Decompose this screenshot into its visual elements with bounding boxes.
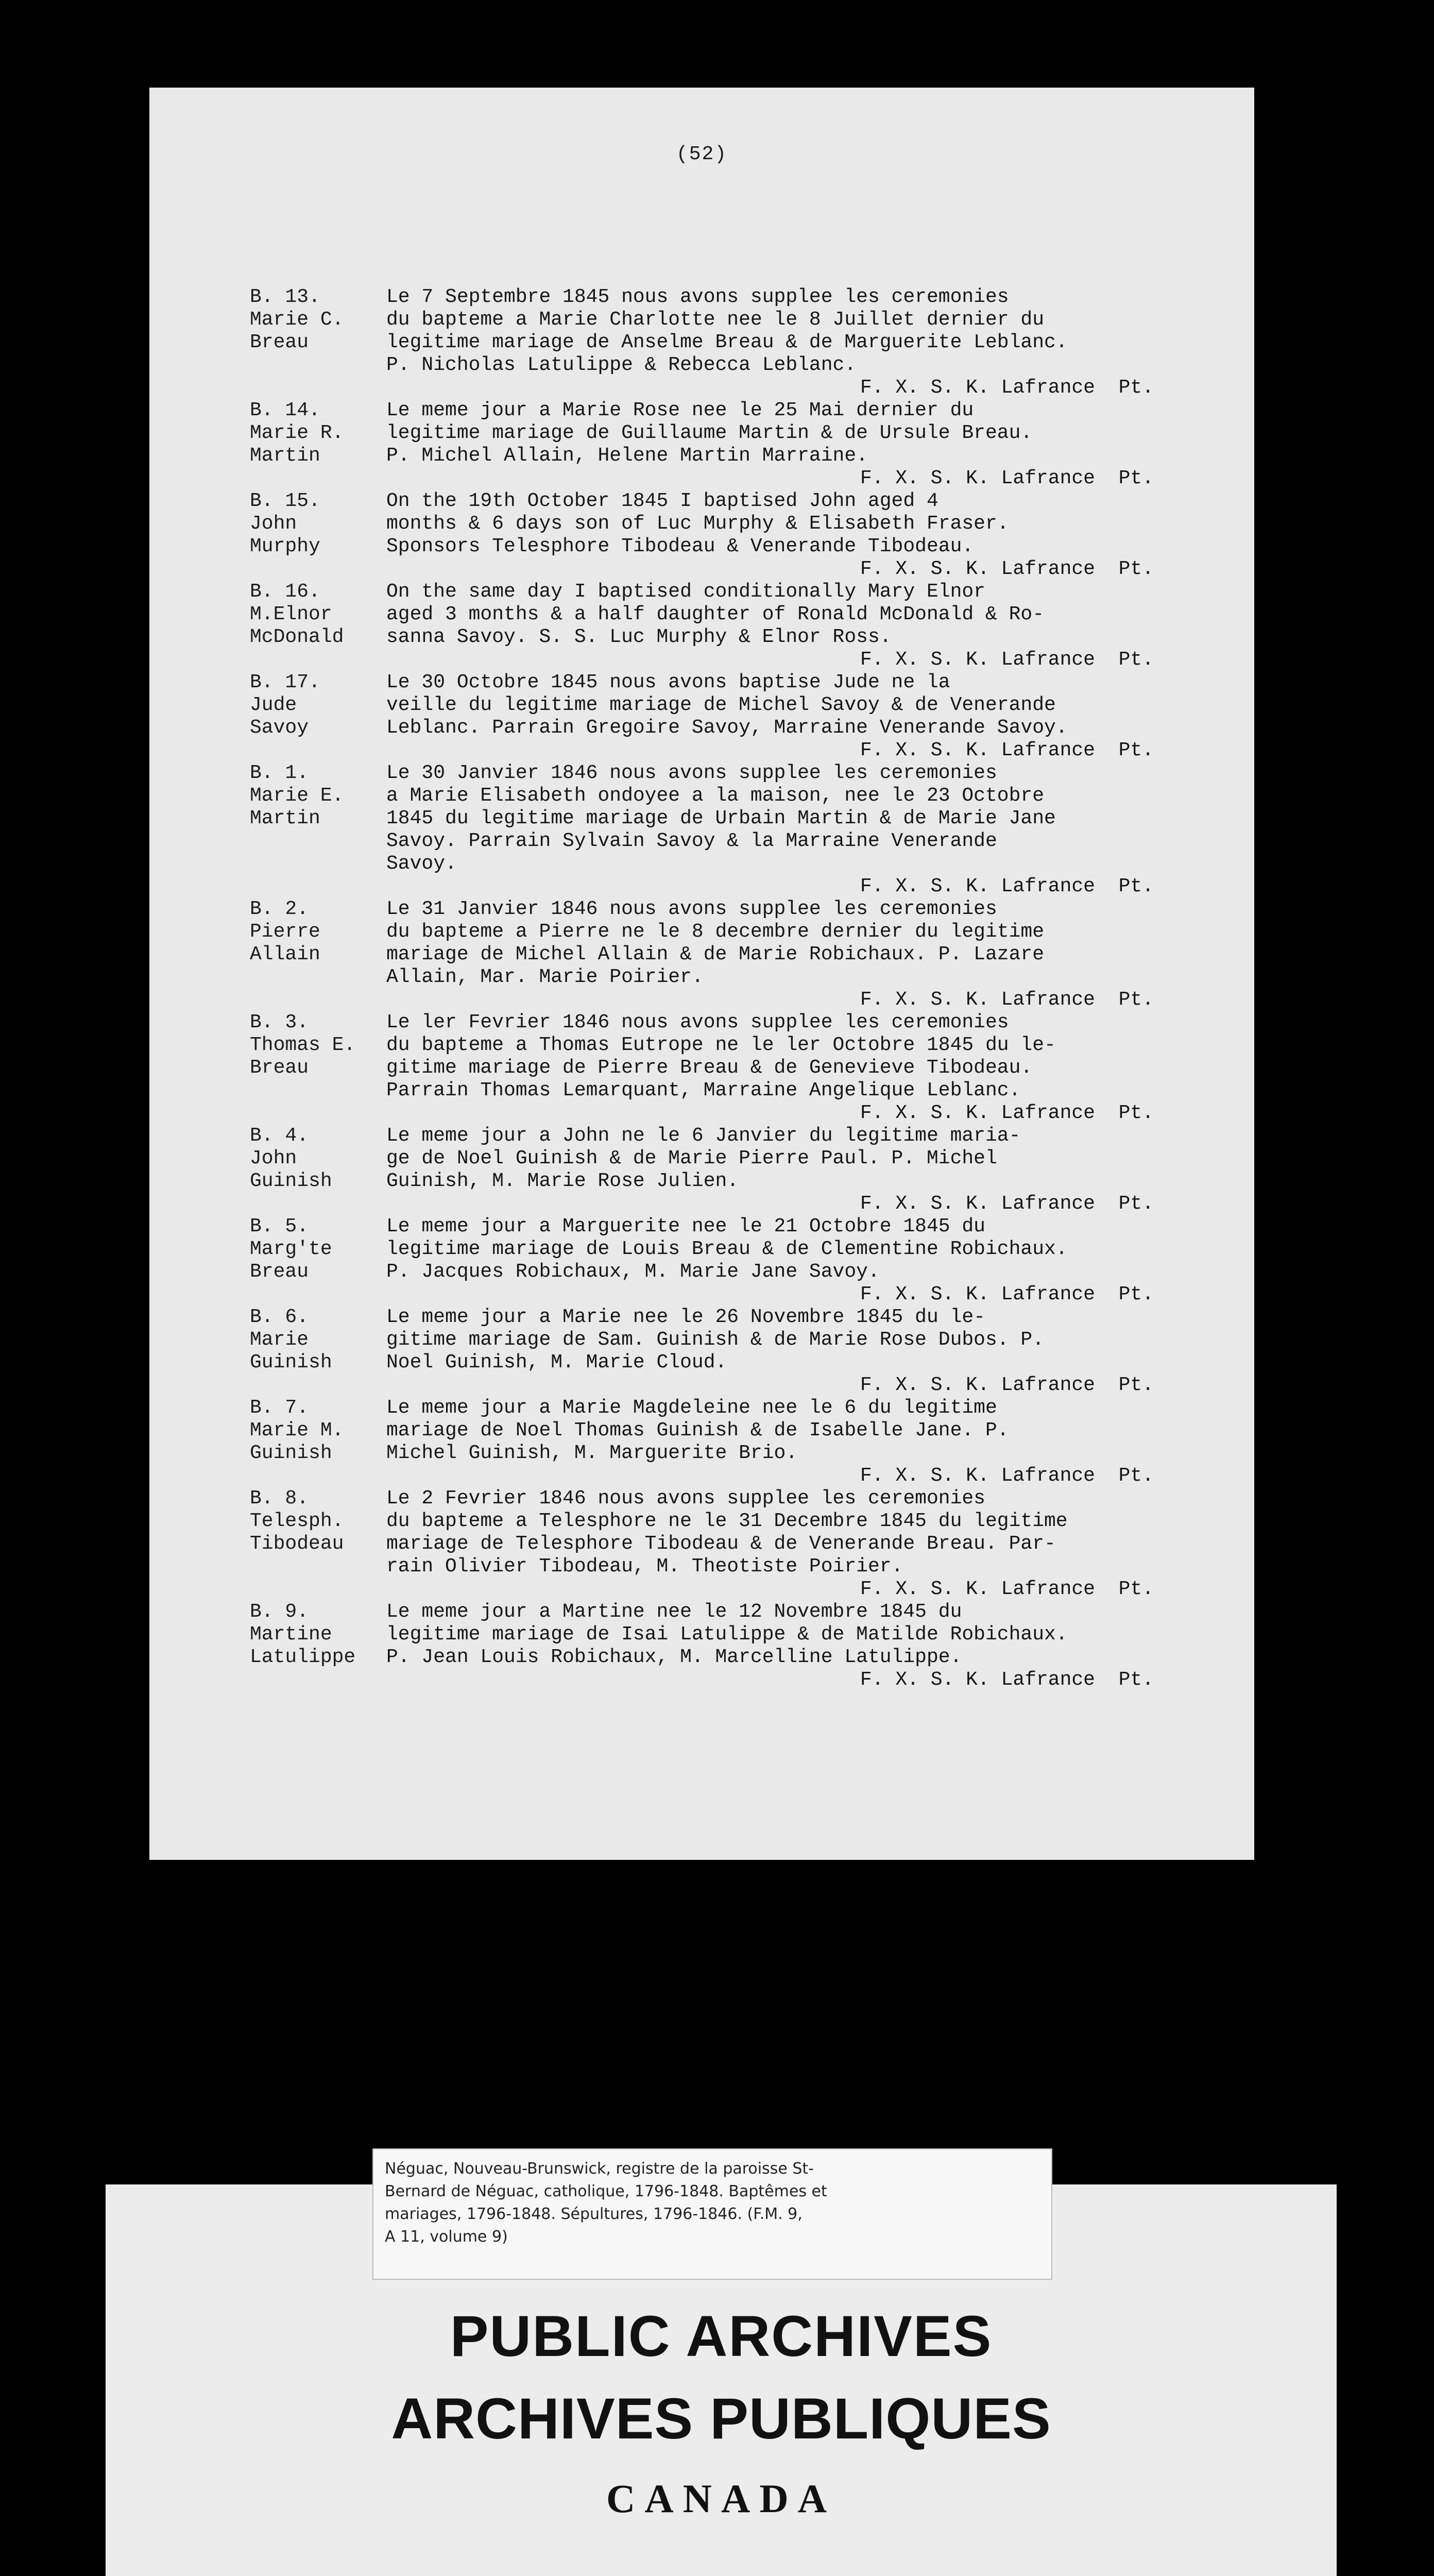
entry-body	[386, 399, 1218, 490]
entry-signature: F. X. S. K. Lafrance Pt.	[860, 1578, 1154, 1600]
entry-text: Le meme jour a Marie Rose nee le 25 Mai dernier du legitime mariage de Guillaume Martin & de Ursule Breau. P. Michel Allain, Helene Martin Marraine.	[386, 399, 1033, 467]
register-entry	[250, 1125, 1218, 1215]
archives-country: CANADA	[606, 2476, 836, 2521]
entry-body	[386, 762, 1218, 898]
entry-margin-label: B. 6. Marie Guinish	[250, 1306, 332, 1374]
entry-margin-label: B. 14. Marie R. Martin	[250, 399, 344, 467]
register-entry	[250, 671, 1218, 762]
register-entry	[250, 1306, 1218, 1397]
entry-signature: F. X. S. K. Lafrance Pt.	[860, 875, 1154, 897]
entry-body	[386, 1306, 1218, 1397]
register-entry	[250, 1601, 1218, 1691]
entry-margin-label: B. 8. Telesph. Tibodeau	[250, 1487, 344, 1555]
entry-signature: F. X. S. K. Lafrance Pt.	[860, 1374, 1154, 1396]
entry-body	[386, 1011, 1218, 1125]
register-entry	[250, 399, 1218, 490]
baptism-entries	[250, 286, 1218, 1691]
entry-margin-label: B. 3. Thomas E. Breau	[250, 1011, 356, 1079]
archives-card	[106, 2160, 1337, 2576]
entry-text: Le meme jour a Martine nee le 12 Novembre 1845 du legitime mariage de Isai Latulippe & de Matilde Robichaux. P. Jean Louis Robichaux, M. Marcelline Latulippe.	[386, 1601, 1068, 1668]
catalog-note: Néguac, Nouveau-Brunswick, registre de la paroisse St- Bernard de Néguac, catholique, 1796-1848. Baptêmes et mariages, 1796-1848. Sépultures, 1796-1846. (F.M. 9, A 11, volume 9)	[372, 2148, 1052, 2280]
register-entry	[250, 490, 1218, 581]
entry-signature: F. X. S. K. Lafrance Pt.	[860, 1465, 1154, 1487]
entry-margin-label: B. 2. Pierre Allain	[250, 898, 320, 965]
entry-body	[386, 1601, 1218, 1691]
entry-signature: F. X. S. K. Lafrance Pt.	[860, 1102, 1154, 1124]
entry-signature: F. X. S. K. Lafrance Pt.	[860, 558, 1154, 580]
entry-signature: F. X. S. K. Lafrance Pt.	[860, 649, 1154, 671]
register-entry	[250, 1397, 1218, 1487]
entry-body	[386, 1487, 1218, 1601]
entry-text: Le ler Fevrier 1846 nous avons supplee les ceremonies du bapteme a Thomas Eutrope ne le ler Octobre 1845 du le- gitime mariage de Pierre Breau & de Genevieve Tibodeau. Parrain Thomas Lemarquant, Marraine Angelique Leblanc.	[386, 1011, 1056, 1101]
archives-title-english: PUBLIC ARCHIVES	[450, 2304, 993, 2368]
entry-text: Le 2 Fevrier 1846 nous avons supplee les ceremonies du bapteme a Telesphore ne le 31 Decembre 1845 du legitime mariage de Telesphore Tibodeau & de Venerande Breau. Par- rain Olivier Tibodeau, M. Theotiste Poirier.	[386, 1487, 1068, 1578]
entry-text: Le 7 Septembre 1845 nous avons supplee les ceremonies du bapteme a Marie Charlotte nee le 8 Juillet dernier du legitime mariage de Anselme Breau & de Marguerite Leblanc. P. Nicholas Latulippe & Rebecca Leblanc.	[386, 286, 1068, 376]
entry-body	[386, 671, 1218, 762]
entry-text: Le 30 Janvier 1846 nous avons supplee les ceremonies a Marie Elisabeth ondoyee a la maison, nee le 23 Octobre 1845 du legitime mariage de Urbain Martin & de Marie Jane Savoy. Parrain Sylvain Savoy & la Marraine Venerande Savoy.	[386, 762, 1056, 875]
register-page	[149, 88, 1254, 1860]
entry-margin-label: B. 9. Martine Latulippe	[250, 1601, 356, 1668]
entry-body	[386, 1125, 1218, 1215]
entry-signature: F. X. S. K. Lafrance Pt.	[860, 739, 1154, 761]
register-entry	[250, 581, 1218, 671]
entry-text: Le meme jour a Marie nee le 26 Novembre 1845 du le- gitime mariage de Sam. Guinish & de Marie Rose Dubos. P. Noel Guinish, M. Marie Cloud.	[386, 1306, 1045, 1374]
entry-signature: F. X. S. K. Lafrance Pt.	[860, 377, 1154, 399]
entry-margin-label: B. 17. Jude Savoy	[250, 671, 320, 739]
entry-margin-label: B. 13. Marie C. Breau	[250, 286, 344, 353]
entry-body	[386, 1215, 1218, 1306]
entry-body	[386, 1397, 1218, 1487]
entry-signature: F. X. S. K. Lafrance Pt.	[860, 1193, 1154, 1215]
entry-text: Le 31 Janvier 1846 nous avons supplee les ceremonies du bapteme a Pierre ne le 8 decembre dernier du legitime mariage de Michel Allain & de Marie Robichaux. P. Lazare Allain, Mar. Marie Poirier.	[386, 898, 1045, 988]
entry-margin-label: B. 5. Marg'te Breau	[250, 1215, 332, 1283]
entry-signature: F. X. S. K. Lafrance Pt.	[860, 989, 1154, 1011]
entry-signature: F. X. S. K. Lafrance Pt.	[860, 1283, 1154, 1306]
entry-text: Le meme jour a Marie Magdeleine nee le 6 du legitime mariage de Noel Thomas Guinish & de Isabelle Jane. P. Michel Guinish, M. Marguerite Brio.	[386, 1397, 1009, 1464]
register-entry	[250, 1011, 1218, 1125]
entry-margin-label: B. 15. John Murphy	[250, 490, 320, 557]
entry-body	[386, 581, 1218, 671]
entry-margin-label: B. 7. Marie M. Guinish	[250, 1397, 344, 1464]
entry-signature: F. X. S. K. Lafrance Pt.	[860, 467, 1154, 489]
entry-text: On the same day I baptised conditionally Mary Elnor aged 3 months & a half daughter of Ronald McDonald & Ro- sanna Savoy. S. S. Luc Murphy & Elnor Ross.	[386, 581, 1045, 648]
entry-text: Le meme jour a John ne le 6 Janvier du legitime maria- ge de Noel Guinish & de Marie Pierre Paul. P. Michel Guinish, M. Marie Rose Julien.	[386, 1125, 1021, 1192]
register-entry	[250, 762, 1218, 898]
entry-body	[386, 286, 1218, 399]
register-entry	[250, 1487, 1218, 1601]
entry-body	[386, 898, 1218, 1011]
archives-title-french: ARCHIVES PUBLIQUES	[391, 2386, 1051, 2451]
entry-body	[386, 490, 1218, 581]
entry-margin-label: B. 1. Marie E. Martin	[250, 762, 344, 829]
entry-margin-label: B. 16. M.Elnor McDonald	[250, 581, 344, 648]
entry-text: On the 19th October 1845 I baptised John aged 4 months & 6 days son of Luc Murphy & Elisabeth Fraser. Sponsors Telesphore Tibodeau & Venerande Tibodeau.	[386, 490, 1009, 557]
entry-text: Le 30 Octobre 1845 nous avons baptise Jude ne la veille du legitime mariage de Michel Savoy & de Venerande Leblanc. Parrain Gregoire Savoy, Marraine Venerande Savoy.	[386, 671, 1068, 739]
page-number: (52)	[676, 143, 728, 165]
register-entry	[250, 898, 1218, 1011]
register-entry	[250, 286, 1218, 399]
entry-signature: F. X. S. K. Lafrance Pt.	[860, 1669, 1154, 1691]
register-entry	[250, 1215, 1218, 1306]
entry-margin-label: B. 4. John Guinish	[250, 1125, 332, 1192]
entry-text: Le meme jour a Marguerite nee le 21 Octobre 1845 du legitime mariage de Louis Breau & de Clementine Robichaux. P. Jacques Robichaux, M. Marie Jane Savoy.	[386, 1215, 1068, 1283]
